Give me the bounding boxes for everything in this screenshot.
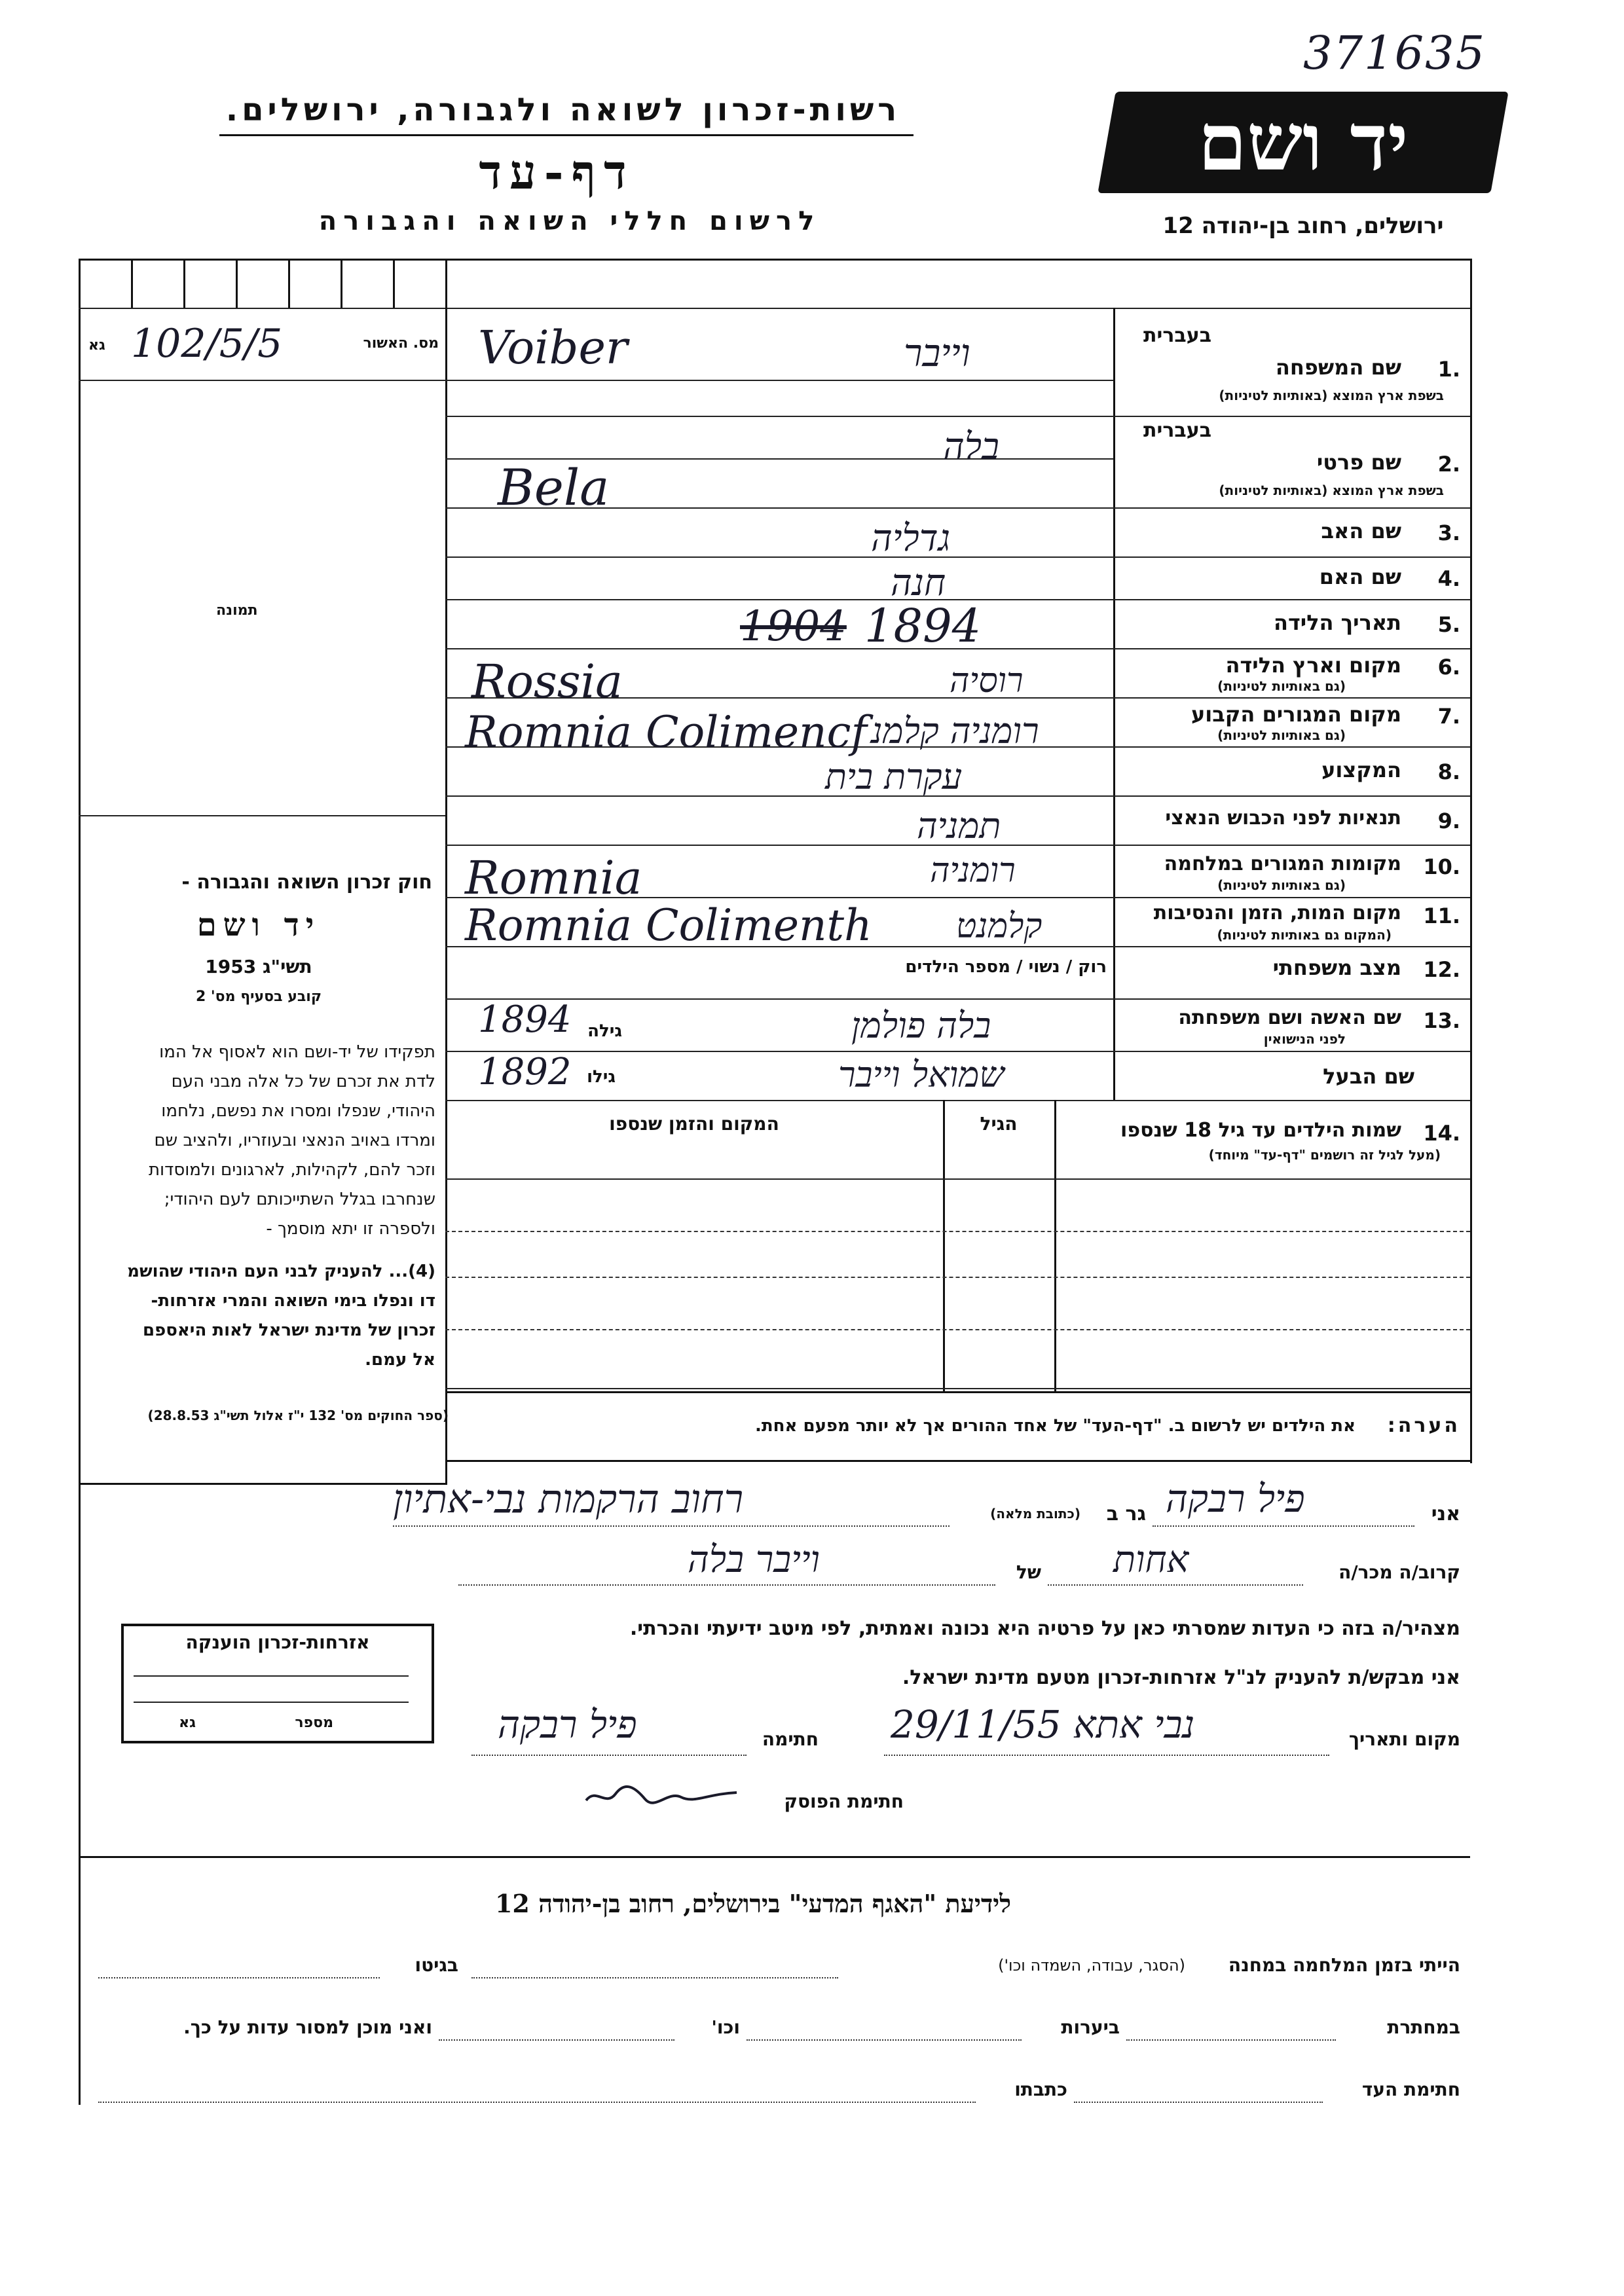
witness-gar-label: גר ב: [1106, 1503, 1146, 1525]
f4-num: 4.: [1437, 566, 1460, 591]
f14-col-place: המקום והזמן שנספו: [609, 1113, 779, 1135]
f6-num: 6.: [1437, 655, 1460, 680]
f3-num: 3.: [1437, 520, 1460, 545]
law-title-name: יד ושם: [196, 907, 321, 943]
f8-label: המקצוע: [1321, 757, 1401, 782]
children-row: [445, 1277, 1470, 1278]
f11-label: מקום המות, הזמן והנסיבות: [1153, 902, 1401, 924]
stamp-no-label: מספר: [295, 1715, 333, 1731]
f1-lang: בעברית: [1143, 324, 1211, 347]
f11-sub: (המקום גם באותיות לטיניות): [1217, 927, 1392, 943]
law-paragraph-2: [85, 1257, 435, 1375]
law-title: חוק זכרון השואה והגבורה -: [181, 871, 432, 894]
strip-tick: [288, 259, 290, 308]
husband-label: שם הבעל: [1323, 1064, 1414, 1089]
footer-witness-sign-line: [1074, 2102, 1323, 2103]
footer-ghetto-line: [98, 1977, 380, 1978]
footer-etc-line: [439, 2039, 674, 2041]
witness-addr-label: (כתובת מלאה): [990, 1506, 1080, 1522]
f7-sub: (גם באותיות לטיניות): [1217, 727, 1346, 743]
logo-text: יד ושם: [1198, 96, 1409, 189]
law-line: אל עמם.: [365, 1350, 435, 1370]
approval-abbr: גא: [88, 337, 105, 354]
declaration: מצהיר/ה בזה כי העדות שמסרתי כאן על פרטיה היא נכונה ואמתית, לפי מיטב ידיעתי והכרתי.: [629, 1617, 1460, 1640]
f2-latin-value: Bela: [498, 458, 610, 517]
stamp-title: אזרחות-זכרון הוענקה: [185, 1631, 370, 1653]
footer-forests-label: ביערות: [1061, 2016, 1120, 2038]
authority-underline: [219, 134, 913, 136]
f10-hebrew-value: רומניה: [930, 851, 1016, 890]
note-bottom-line: [445, 1460, 1470, 1462]
yad-vashem-logo: [1098, 92, 1508, 193]
law-line: היהודי, שנפלו ומסרו את נפשם, נלחמו: [161, 1101, 435, 1121]
footer-camp-types: (הסגר, עבודה, השמדה וכו'): [998, 1956, 1185, 1975]
place-date-value: נבי אתא 29/11/55: [891, 1702, 1195, 1747]
f8-value: עקרת בית: [825, 756, 963, 797]
f9-label: תנאיות לפני הכבוש הנאצי: [1165, 807, 1401, 829]
footer-forests-line: [747, 2039, 1022, 2041]
f11-num: 11.: [1423, 903, 1460, 928]
f13-sub: לפני הנישואין: [1263, 1031, 1346, 1047]
children-col-divider: [943, 1100, 945, 1391]
of-name: וייבר בלה: [688, 1539, 820, 1581]
husband-age-value: 1892: [478, 1051, 572, 1093]
f14-sub: (מעל לגיל זה רושמים "דף-עד" מיוחד): [1208, 1147, 1441, 1163]
stamp-line: [134, 1675, 409, 1677]
f1-sub: בשפת ארץ המוצא (באותיות לטיניות): [1219, 388, 1444, 403]
form-title: דף-עד: [479, 144, 635, 200]
children-col-divider: [1054, 1100, 1056, 1391]
footer-etc-label: וכו': [711, 2016, 740, 2038]
f1-latin-value: Voiber: [478, 321, 628, 374]
law-line: וזכר להם, לקהילות, לארגונים ולמוסדות: [148, 1160, 435, 1180]
row-line: [445, 556, 1470, 558]
law-year: תשי"ג 1953: [205, 956, 312, 977]
f3-value: גדליה: [871, 517, 951, 560]
row-line: [445, 380, 1113, 381]
law-paragraph-1: [85, 1038, 435, 1244]
law-line: לדת את זכרם של כל אלה מבני העם: [171, 1072, 435, 1091]
footer-camp-line: [471, 1977, 838, 1978]
f4-value: חנה: [891, 562, 946, 604]
f10-latin-value: Romnia: [465, 851, 642, 905]
law-clause: קובע בסעיף מס' 2: [195, 989, 322, 1005]
note-text: את הילדים יש לרשום ב. "דף-העד" של אחד ההורים אך לא יותר מפעם אחת.: [754, 1416, 1356, 1436]
f6-sub: (גם באותיות לטיניות): [1217, 678, 1346, 694]
f2-lang: בעברית: [1143, 419, 1211, 442]
f13-num: 13.: [1423, 1008, 1460, 1033]
f6-label: מקום וארץ הלידה: [1225, 653, 1401, 678]
f7-num: 7.: [1437, 704, 1460, 729]
law-line: תפקידו של יד-ושם הוא לאסוף אל המו: [159, 1042, 435, 1062]
stamp-abbr: גא: [179, 1715, 196, 1731]
f9-num: 9.: [1437, 809, 1460, 833]
row-line: [445, 1100, 1470, 1101]
footer-separator: [79, 1856, 1470, 1858]
strip-tick: [341, 259, 342, 308]
form-top-border: [79, 259, 1470, 261]
f13-label: שם האשה ושם משפחתה: [1178, 1006, 1401, 1029]
left-column-divider: [445, 259, 447, 1483]
f6-latin-value: Rossia: [471, 655, 623, 708]
f5-value: 1894: [864, 599, 982, 653]
f7-label: מקום המגורים הקבוע: [1190, 702, 1401, 727]
form-subtitle: לרשום חללי השואה והגבורה: [318, 206, 821, 236]
f1-num: 1.: [1437, 357, 1460, 382]
witness-ani-label: אני: [1431, 1503, 1460, 1525]
footer-address-line: [98, 2102, 976, 2103]
photo-bottom-line: [79, 815, 445, 816]
stamp-line: [134, 1702, 409, 1703]
row-line: [445, 998, 1470, 1000]
footer-ghetto-label: בגיטו: [415, 1954, 458, 1976]
law-line: ולספרה זו יתא מוסמך -: [266, 1219, 435, 1239]
f2-label: שם פרטי: [1316, 450, 1401, 475]
approval-box-line: [79, 380, 445, 381]
f11-latin-value: Romnia Colimenth: [465, 900, 872, 951]
law-line: זכרון של מדינת ישראל לאות היאספם: [143, 1321, 435, 1340]
footer-witness-sign-label: חתימת העד: [1361, 2079, 1460, 2100]
label-column-divider: [1113, 308, 1115, 1100]
form-right-border: [1470, 259, 1472, 1463]
f2-num: 2.: [1437, 452, 1460, 477]
law-box-bottom: [79, 1483, 447, 1485]
f5-struck-value: 1904: [740, 602, 847, 651]
footer-testimony-text: ואני מוכן למסור עדות על כך.: [183, 2016, 432, 2038]
f12-num: 12.: [1423, 957, 1460, 982]
f5-num: 5.: [1437, 612, 1460, 637]
children-row: [445, 1231, 1470, 1232]
f7-hebrew-value: רומניה קלמנ: [871, 710, 1039, 752]
f14-num: 14.: [1423, 1121, 1460, 1146]
f1-hebrew-value: וייבר: [904, 331, 970, 375]
husband-age-label: גילו: [587, 1067, 616, 1087]
strip-tick: [236, 259, 238, 308]
sign-label: חתימה: [762, 1728, 819, 1750]
children-row: [445, 1178, 1470, 1180]
law-reference: (ספר החוקים מס' 132 י"ז אלול תשי"ג 28.8.53): [147, 1408, 449, 1423]
f5-label: תאריך הלידה: [1273, 610, 1401, 635]
relation-label: קרוב/ה מכר/ה: [1338, 1561, 1460, 1583]
children-row: [445, 1329, 1470, 1330]
form-left-border: [79, 259, 81, 2105]
note-label: הערה:: [1387, 1414, 1460, 1437]
approval-value: 102/5/5: [131, 321, 283, 367]
f2-hebrew-value: בלה: [943, 426, 999, 468]
request: אני מבקש/ת להעניק לנ"ל אזרחות-זכרון מטעם מדינת ישראל.: [902, 1666, 1460, 1689]
strip-tick: [131, 259, 133, 308]
f14-col-age: הגיל: [980, 1113, 1018, 1135]
witness-name: פיל רבקה: [1166, 1476, 1305, 1521]
f8-num: 8.: [1437, 759, 1460, 784]
approval-label: מס. האשור: [363, 335, 439, 352]
f10-sub: (גם באותיות לטיניות): [1217, 877, 1346, 893]
law-line: שנחרבו בגלל השתייכותם לעם היהודי;: [164, 1190, 435, 1209]
f14-label: שמות הילדים עד גיל 18 שנספו: [1120, 1119, 1401, 1142]
f13-age-value: 1894: [478, 998, 572, 1041]
f11-hebrew-value: קלמנט: [956, 907, 1043, 946]
f13-value: בלה פולמן: [851, 1005, 991, 1046]
row-line: [445, 416, 1470, 417]
footer-camp-label: הייתי בזמן המלחמה במחנה: [1228, 1954, 1460, 1976]
official-signature-svg: [583, 1774, 740, 1813]
witness-address: רחוב הרקמות נבי-אתיון: [393, 1476, 744, 1522]
photo-label: תמונה: [216, 602, 258, 619]
f1-label: שם המשפחה: [1275, 355, 1401, 380]
law-line: ומרדו באויב הנאצי ובעוזריו, ולהציב שם: [154, 1131, 435, 1150]
header-address: ירושלים, רחוב בן-יהודה 12: [1162, 213, 1444, 239]
f7-latin-value: Romnia Colimencf: [465, 707, 867, 757]
law-line: דו ונפלו בימי השואה והמרי אזרחות-: [151, 1291, 435, 1311]
place-date-line: [884, 1755, 1329, 1756]
footer-underground-label: במחתרת: [1387, 2016, 1460, 2038]
f12-label: מצב משפחתי: [1272, 955, 1401, 980]
f13-age-label: גילה: [587, 1021, 622, 1041]
f4-label: שם האם: [1319, 564, 1401, 589]
witness-address-line: [393, 1525, 950, 1527]
official-sign-label: חתימת הפוסק: [784, 1791, 904, 1812]
archive-number: 371635: [1303, 26, 1486, 80]
footer-address-label: כתבתו: [1014, 2079, 1067, 2100]
f9-value: תמניה: [917, 805, 1001, 847]
citizenship-stamp-box: [121, 1624, 434, 1743]
footer-underground-line: [1126, 2039, 1336, 2041]
relation-line: [1048, 1584, 1303, 1586]
of-name-line: [458, 1584, 995, 1586]
signature-line: [471, 1755, 747, 1756]
note-top-line: [445, 1391, 1470, 1393]
relation-value: אחות: [1113, 1539, 1189, 1581]
top-strip-line: [79, 308, 1470, 309]
signature: פיל רבקה: [498, 1702, 637, 1747]
place-date-label: מקום ותאריך: [1348, 1728, 1460, 1750]
f3-label: שם האב: [1321, 519, 1401, 543]
children-row: [445, 1388, 1470, 1389]
f10-label: מקומות המגורים במלחמה: [1164, 852, 1401, 875]
row-line: [445, 1051, 1470, 1052]
f12-options: רוק / נשוי / מספר הילדים: [905, 957, 1107, 977]
f6-hebrew-value: רוסיה: [950, 661, 1024, 701]
strip-tick: [183, 259, 185, 308]
strip-tick: [393, 259, 395, 308]
authority-name: רשות-זכרון לשואה ולגבורה, ירושלים.: [225, 92, 901, 128]
husband-value: שמואל וייבר: [838, 1054, 1005, 1095]
witness-name-line: [1153, 1525, 1414, 1527]
law-line: (4)... להעניק לבני העם היהודי שהושמ: [127, 1262, 435, 1281]
footer-title: לידיעת "האגף המדעי" בירושלים, רחוב בן-יהודה 12: [494, 1889, 1012, 1918]
official-signature-scribble: [583, 1774, 740, 1813]
f2-sub: בשפת ארץ המוצא (באותיות לטיניות): [1219, 483, 1444, 498]
shel-label: של: [1016, 1561, 1041, 1583]
f10-num: 10.: [1423, 854, 1460, 879]
